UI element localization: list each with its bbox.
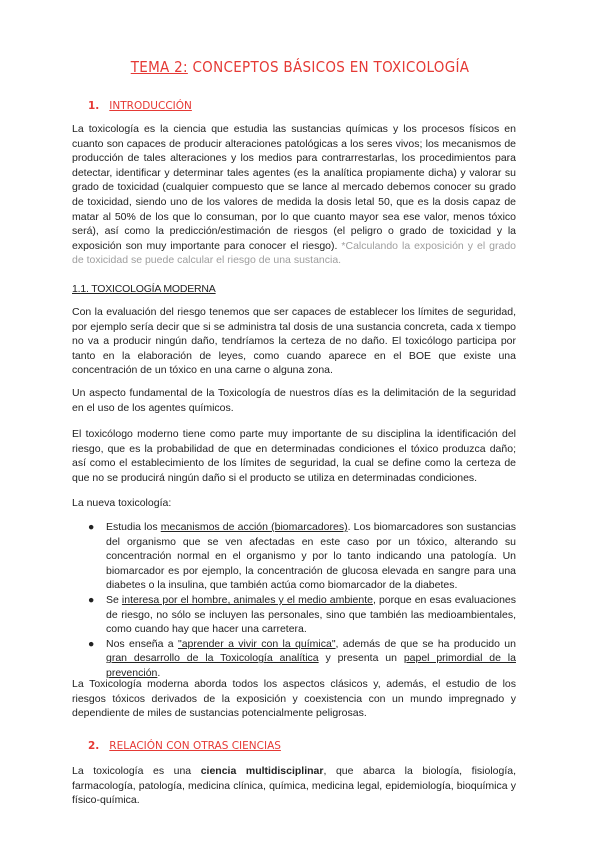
bullet-text: Estudia los — [106, 521, 161, 533]
section-number: 1. — [88, 100, 100, 112]
subsection-heading: 1.1. TOXICOLOGÍA MODERNA — [72, 283, 216, 295]
bullet-text: Se — [106, 593, 122, 606]
paragraph-multidisciplinar — [72, 764, 516, 808]
text: La toxicología es una — [72, 765, 201, 777]
paragraph-nueva-toxicologia: La nueva toxicología: — [72, 497, 172, 509]
list-item — [72, 593, 516, 637]
bullet-text: . — [157, 666, 161, 679]
bullet-link-hombre-animales: interesa por el hombre, animales y el medio ambiente — [121, 593, 373, 606]
intro-note: *Calculando la exposición y el grado de toxicidad se puede calcular el riesgo de una sustancia. — [72, 239, 516, 267]
bullet-text: . Los biomarcadores son sustancias del organismo que se ven afectadas en este caso por un tóxico, alterando su concentración normal en el organismo y por lo tanto indicando una patología. Un biomarcador es por ejemplo, la concentración de glucosa elevada en sangre para una diabetes o la insulina, que también actúa como biomarcador de la diabetes. — [106, 521, 516, 592]
section-heading-introduccion — [88, 100, 192, 112]
bullet-text: y presenta un — [318, 652, 404, 665]
section-heading-relacion — [88, 740, 281, 752]
bullet-dot: ● — [88, 521, 95, 533]
section-title: INTRODUCCIÓN — [109, 100, 192, 112]
paragraph-toxicologo-moderno: El toxicólogo moderno tiene como parte muy importante de su disciplina la identificación del riesgo, que es la probabilidad de que en determinadas condiciones el tóxico produzca daño; así como el establecimiento de los límites de seguridad, la cual se define como la certeza de que no se producirá ningún daño si el producto se utiliza en determinadas condiciones. — [72, 428, 516, 484]
bullet-text: Nos enseña a — [106, 637, 178, 650]
paragraph-evaluacion-riesgo: Con la evaluación del riesgo tenemos que ser capaces de establecer los límites de seguridad, por ejemplo sería decir que si se administra tal dosis de una sustancia concreta, cada x tiempo no va a producir ningún daño, tendríamos la certeza de no daño. El toxicólogo participa por tanto en la elaboración de leyes, como cuando aparece en el BOE que existe una concentración de un tóxico en una carne o alguna zona. — [72, 306, 516, 377]
paragraph-aspecto-fundamental: Un aspecto fundamental de la Toxicología de nuestros días es la delimitación de la seguridad en el uso de los agentes químicos. — [72, 387, 516, 414]
title-prefix: TEMA 2: — [130, 58, 188, 76]
bullet-link-prevencion: papel primordial de la prevención — [106, 652, 516, 679]
bullet-text: , porque en esas evaluaciones de riesgo, no sólo se incluyen las personales, sino que también las medioambientales, como cuando hay que hacer una carretera. — [106, 593, 517, 636]
paragraph-toxicologia-moderna: La Toxicología moderna aborda todos los aspectos clásicos y, además, el estudio de los riesgos tóxicos derivados de la exposición y coexistencia con un mundo impregnado y dependiente de miles de sustancias potencialmente peligrosas. — [72, 678, 516, 720]
bullet-link-mecanismos: mecanismos de acción (biomarcadores) — [160, 521, 348, 533]
title-text: CONCEPTOS BÁSICOS EN TOXICOLOGÍA — [187, 58, 470, 76]
bullet-list — [72, 520, 516, 681]
intro-text: La toxicología es la ciencia que estudia las sustancias químicas y los procesos físicos en cuanto son capaces de producir alteraciones patológicas a los seres vivos; los mecanismos de producción de tales alteraciones y los medios para contrarrestarlas, los procedimientos para detectar, identificar y determinar tales agentes (es la analítica propiamente dicha) y valorar su grado de toxicidad (cualquier compuesto que se lance al mercado debemos conocer su grado de toxicidad, siendo uno de los valores de medida la dosis letal 50, que es la dosis capaz de matar al 50% de los que lo consuman, por lo que cuanto mayor sea ese valor, menos tóxico será), así como la predicción/estimación de riesgos (el peligro o grado de toxicidad y la exposición son muy importante para conocer el riesgo). — [72, 123, 516, 252]
bullet-text: , además de que se ha producido un — [335, 637, 516, 650]
text: , que abarca la biología, fisiología, farmacología, patología, medicina clínica, química, medicina legal, epidemiología, bioquímica y físico-química. — [72, 765, 517, 807]
bullet-dot: ● — [88, 593, 95, 606]
intro-paragraph — [72, 122, 516, 268]
bullet-link-toxicologia-analitica: gran desarrollo de la Toxicología analítica — [106, 652, 319, 665]
bullet-dot: ● — [88, 637, 95, 650]
list-item — [72, 520, 516, 593]
bullet-link-aprender-quimica: "aprender a vivir con la química" — [177, 637, 336, 650]
section-number: 2. — [88, 740, 100, 752]
section-title: RELACIÓN CON OTRAS CIENCIAS — [109, 740, 281, 752]
page-title — [0, 58, 600, 76]
bold-term: ciencia multidisciplinar — [200, 765, 324, 777]
list-item — [72, 637, 516, 681]
